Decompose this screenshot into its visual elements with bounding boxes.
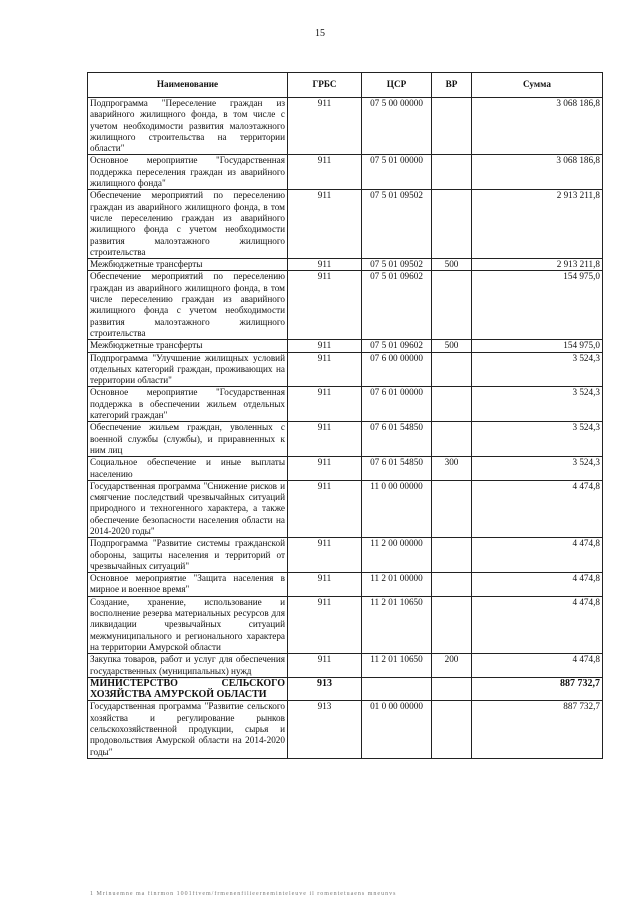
cell-sum: 154 975,0 xyxy=(472,340,603,352)
table-row xyxy=(88,538,603,573)
header-vr: ВР xyxy=(432,73,472,98)
cell-grbs: 911 xyxy=(288,271,362,340)
cell-vr: 500 xyxy=(432,340,472,352)
cell-vr xyxy=(432,422,472,457)
cell-csr: 07 6 01 54850 xyxy=(362,422,432,457)
cell-sum: 4 474,8 xyxy=(472,480,603,537)
cell-vr: 200 xyxy=(432,654,472,678)
header-grbs: ГРБС xyxy=(288,73,362,98)
cell-grbs: 911 xyxy=(288,98,362,155)
table-row xyxy=(88,259,603,271)
cell-sum: 3 068 186,8 xyxy=(472,98,603,155)
table-row xyxy=(88,422,603,457)
cell-grbs: 911 xyxy=(288,340,362,352)
cell-csr: 07 6 01 00000 xyxy=(362,387,432,422)
cell-sum: 4 474,8 xyxy=(472,538,603,573)
cell-csr: 11 2 00 00000 xyxy=(362,538,432,573)
table-row xyxy=(88,480,603,537)
cell-name: Межбюджетные трансферты xyxy=(88,259,288,271)
table-row xyxy=(88,155,603,190)
cell-csr: 11 2 01 00000 xyxy=(362,573,432,597)
table-row xyxy=(88,98,603,155)
cell-sum: 887 732,7 xyxy=(472,677,603,701)
page-number: 15 xyxy=(315,28,325,39)
cell-grbs: 911 xyxy=(288,352,362,387)
footer-note: 1 Mrinuemne ma finrmon 1001ftvem/frmenenfilieerneminteleuve il romentetuaens mneunvs xyxy=(90,891,397,897)
cell-vr xyxy=(432,155,472,190)
cell-name: Межбюджетные трансферты xyxy=(88,340,288,352)
cell-sum: 2 913 211,8 xyxy=(472,190,603,259)
cell-grbs: 911 xyxy=(288,480,362,537)
cell-vr xyxy=(432,98,472,155)
table-row xyxy=(88,654,603,678)
cell-name: Основное мероприятие "Государственная поддержка переселения граждан из аварийного жилищного фонда" xyxy=(88,155,288,190)
cell-vr xyxy=(432,573,472,597)
cell-csr: 07 6 00 00000 xyxy=(362,352,432,387)
table-row xyxy=(88,677,603,701)
table-row xyxy=(88,271,603,340)
cell-vr: 300 xyxy=(432,457,472,481)
cell-name: Основное мероприятие "Государственная поддержка в обеспечении жильем отдельных категорий граждан" xyxy=(88,387,288,422)
cell-name: Закупка товаров, работ и услуг для обеспечения государственных (муниципальных) нужд xyxy=(88,654,288,678)
cell-csr: 07 6 01 54850 xyxy=(362,457,432,481)
cell-grbs: 911 xyxy=(288,538,362,573)
table-header-row xyxy=(88,73,603,98)
cell-name: Подпрограмма "Улучшение жилищных условий отдельных категорий граждан, проживающих на территории области" xyxy=(88,352,288,387)
cell-vr: 500 xyxy=(432,259,472,271)
cell-name: Обеспечение мероприятий по переселению граждан из аварийного жилищного фонда, в том числе переселению граждан из аварийного жилищного фонда с учетом необходимости развития малоэтажного жилищного строительства xyxy=(88,271,288,340)
cell-name: Подпрограмма "Переселение граждан из аварийного жилищного фонда, в том числе с учетом необходимости развития малоэтажного жилищного строительства на территории области" xyxy=(88,98,288,155)
cell-sum: 887 732,7 xyxy=(472,701,603,758)
cell-grbs: 911 xyxy=(288,190,362,259)
table-row xyxy=(88,596,603,653)
table-row xyxy=(88,457,603,481)
cell-name: Государственная программа "Снижение рисков и смягчение последствий чрезвычайных ситуаций природного и техногенного характера, а также обеспечение безопасности населения области на 2014-2020 годы" xyxy=(88,480,288,537)
cell-name: Подпрограмма "Развитие системы гражданской обороны, защиты населения и территорий от чрезвычайных ситуаций" xyxy=(88,538,288,573)
cell-csr: 07 5 01 00000 xyxy=(362,155,432,190)
cell-vr xyxy=(432,271,472,340)
cell-vr xyxy=(432,596,472,653)
cell-sum: 3 524,3 xyxy=(472,352,603,387)
header-sum: Сумма xyxy=(472,73,603,98)
cell-sum: 4 474,8 xyxy=(472,573,603,597)
table-row xyxy=(88,190,603,259)
cell-grbs: 911 xyxy=(288,259,362,271)
cell-grbs: 911 xyxy=(288,596,362,653)
cell-grbs: 911 xyxy=(288,654,362,678)
cell-csr: 11 2 01 10650 xyxy=(362,596,432,653)
table-row xyxy=(88,573,603,597)
cell-vr xyxy=(432,701,472,758)
cell-name: Государственная программа "Развитие сельского хозяйства и регулирование рынков сельскохозяйственной продукции, сырья и продовольствия Амурской области на 2014-2020 годы" xyxy=(88,701,288,758)
cell-sum: 2 913 211,8 xyxy=(472,259,603,271)
cell-grbs: 913 xyxy=(288,701,362,758)
table-row xyxy=(88,340,603,352)
cell-csr: 07 5 01 09602 xyxy=(362,271,432,340)
cell-grbs: 911 xyxy=(288,387,362,422)
cell-grbs: 911 xyxy=(288,457,362,481)
cell-csr: 11 2 01 10650 xyxy=(362,654,432,678)
table-row xyxy=(88,352,603,387)
cell-name: МИНИСТЕРСТВО СЕЛЬСКОГО ХОЗЯЙСТВА АМУРСКОЙ ОБЛАСТИ xyxy=(88,677,288,701)
cell-sum: 154 975,0 xyxy=(472,271,603,340)
cell-name: Обеспечение жильем граждан, уволенных с военной службы (службы), и приравненных к ним лиц xyxy=(88,422,288,457)
cell-name: Основное мероприятие "Защита населения в мирное и военное время" xyxy=(88,573,288,597)
cell-csr: 01 0 00 00000 xyxy=(362,701,432,758)
cell-vr xyxy=(432,677,472,701)
cell-vr xyxy=(432,190,472,259)
cell-sum: 3 068 186,8 xyxy=(472,155,603,190)
cell-sum: 3 524,3 xyxy=(472,457,603,481)
cell-grbs: 911 xyxy=(288,573,362,597)
cell-sum: 4 474,8 xyxy=(472,596,603,653)
cell-vr xyxy=(432,480,472,537)
cell-csr xyxy=(362,677,432,701)
cell-csr: 07 5 01 09502 xyxy=(362,190,432,259)
cell-sum: 3 524,3 xyxy=(472,422,603,457)
table-body xyxy=(88,98,603,759)
budget-table xyxy=(87,72,603,759)
cell-csr: 07 5 01 09502 xyxy=(362,259,432,271)
cell-vr xyxy=(432,387,472,422)
cell-name: Создание, хранение, использование и восполнение резерва материальных ресурсов для ликвидации чрезвычайных ситуаций межмуниципального и регионального характера на территории Амурской области xyxy=(88,596,288,653)
cell-sum: 3 524,3 xyxy=(472,387,603,422)
cell-csr: 07 5 00 00000 xyxy=(362,98,432,155)
cell-name: Обеспечение мероприятий по переселению граждан из аварийного жилищного фонда, в том числе переселению граждан из аварийного жилищного фонда с учетом необходимости развития малоэтажного жилищного строительства xyxy=(88,190,288,259)
cell-csr: 11 0 00 00000 xyxy=(362,480,432,537)
table-row xyxy=(88,387,603,422)
header-csr: ЦСР xyxy=(362,73,432,98)
cell-csr: 07 5 01 09602 xyxy=(362,340,432,352)
cell-name: Социальное обеспечение и иные выплаты населению xyxy=(88,457,288,481)
cell-grbs: 913 xyxy=(288,677,362,701)
cell-grbs: 911 xyxy=(288,422,362,457)
table-row xyxy=(88,701,603,758)
cell-vr xyxy=(432,352,472,387)
cell-sum: 4 474,8 xyxy=(472,654,603,678)
header-name: Наименование xyxy=(88,73,288,98)
cell-vr xyxy=(432,538,472,573)
cell-grbs: 911 xyxy=(288,155,362,190)
